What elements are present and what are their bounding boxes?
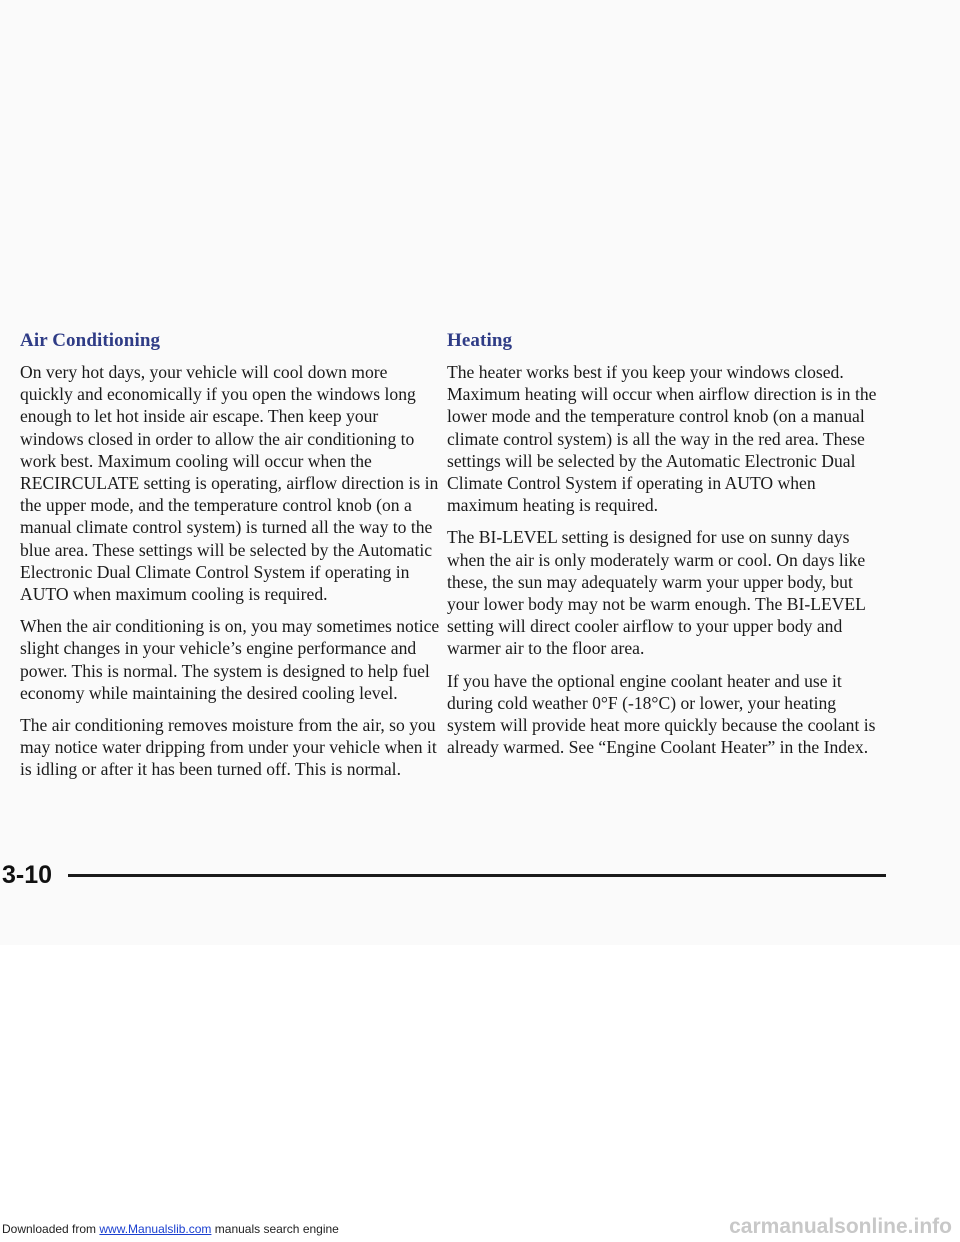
left-column — [20, 330, 440, 791]
download-prefix: Downloaded from — [2, 1222, 100, 1236]
air-conditioning-heading: Air Conditioning — [20, 330, 161, 351]
manualslib-link[interactable]: www.Manualslib.com — [99, 1222, 212, 1236]
right-column — [447, 330, 887, 768]
download-notice — [2, 1222, 339, 1236]
heating-paragraph-1: The heater works best if you keep your windows closed. Maximum heating will occur when airflow direction is in the lower mode and the temperature control knob (on a manual climate control system) is all the way in the red area. These settings will be selected by the Automatic Electronic Dual Climate Control System if operating in AUTO when maximum heating is required. — [447, 362, 877, 516]
footer-rule — [68, 874, 886, 877]
watermark-text: carmanualsonline.info — [729, 1215, 952, 1238]
page-number: 3-10 — [2, 861, 53, 889]
download-suffix: manuals search engine — [211, 1222, 339, 1236]
heating-heading: Heating — [447, 330, 513, 351]
heating-paragraph-3: If you have the optional engine coolant heater and use it during cold weather 0°F (-18°C) or lower, your heating system will provide heat more quickly because the coolant is already warmed. See “Engine Coolant Heater” in the Index. — [447, 670, 876, 758]
ac-paragraph-1: On very hot days, your vehicle will cool down more quickly and economically if you open the windows long enough to let hot inside air escape. Then keep your windows closed in order to allow the air conditioning to work best. Maximum cooling will occur when the RECIRCULATE setting is operating, airflow direction is in the upper mode, and the temperature control knob (on a manual climate control system) is turned all the way to the blue area. These settings will be selected by the Automatic Electronic Dual Climate Control System if operating in AUTO when maximum cooling is required. — [20, 362, 439, 605]
ac-paragraph-3: The air conditioning removes moisture from the air, so you may notice water dripping from under your vehicle when it is idling or after it has been turned off. This is normal. — [20, 715, 437, 780]
heating-paragraph-2: The BI-LEVEL setting is designed for use on sunny days when the air is only moderately warm or cool. On days like these, the sun may adequately warm your upper body, but your lower body may not be warm enough. The BI-LEVEL setting will direct cooler airflow to your upper body and warmer air to the floor area. — [447, 527, 866, 659]
ac-paragraph-2: When the air conditioning is on, you may sometimes notice slight changes in your vehicle’s engine performance and power. This is normal. The system is designed to help fuel economy while maintaining the desired cooling level. — [20, 616, 440, 703]
